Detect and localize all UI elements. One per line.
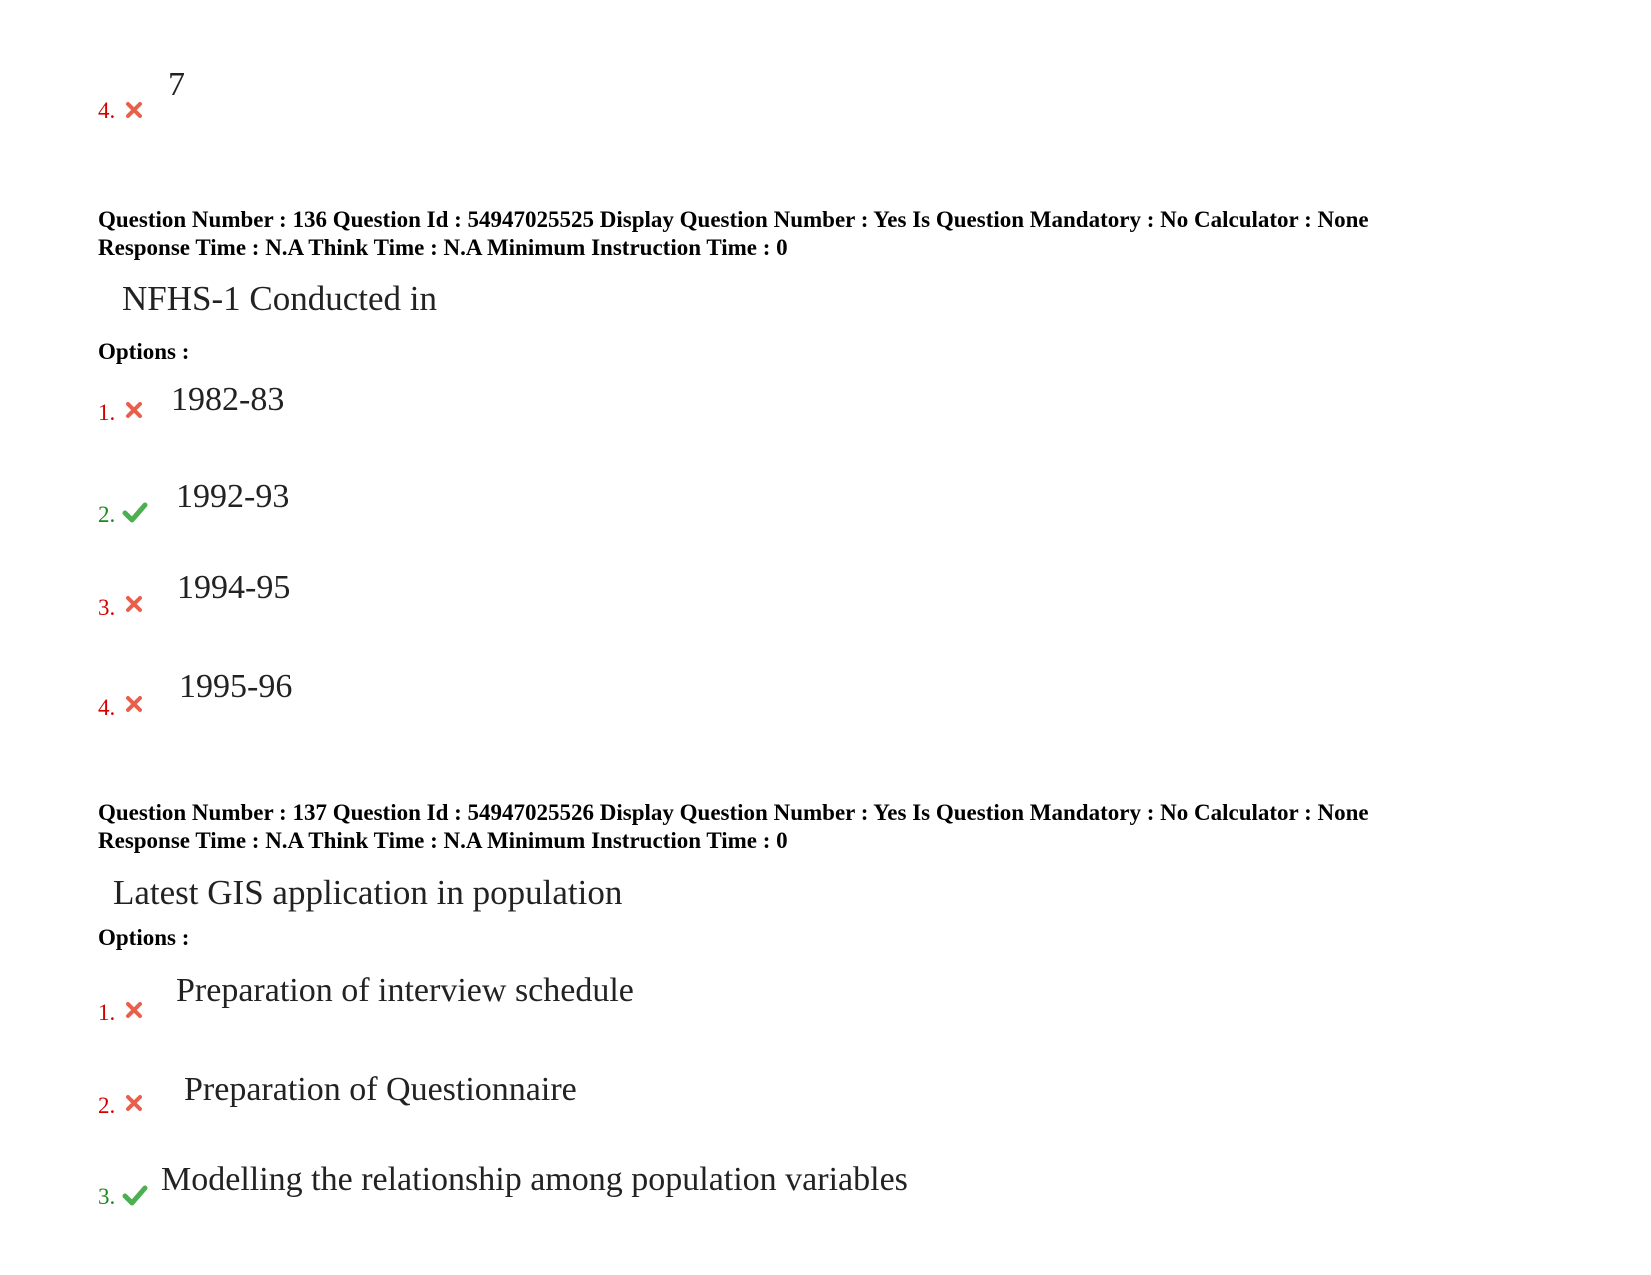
option-text: 7 [168, 66, 185, 103]
option-number: 1. [98, 400, 116, 425]
option-number: 1. [98, 1000, 116, 1025]
option-number: 2. [98, 1093, 116, 1118]
cross-icon [124, 100, 144, 120]
option-text: 1994-95 [177, 569, 291, 606]
option-number: 2. [98, 502, 116, 527]
option-text: Preparation of interview schedule [176, 972, 634, 1009]
question-meta-line2: Response Time : N.A Think Time : N.A Minimum Instruction Time : 0 [98, 828, 788, 853]
question-text: Latest GIS application in population [113, 873, 623, 912]
question-meta-line1: Question Number : 137 Question Id : 54947025526 Display Question Number : Yes Is Question Mandatory : No Calculator : None [98, 800, 1369, 825]
options-label: Options : [98, 339, 190, 364]
option-number: 3. [98, 1184, 116, 1209]
check-icon [122, 501, 148, 523]
cross-icon [124, 694, 144, 714]
option-number: 4. [98, 98, 116, 123]
question-meta [98, 206, 1369, 262]
option-number: 4. [98, 695, 116, 720]
cross-icon [124, 1000, 144, 1020]
question-meta-line2: Response Time : N.A Think Time : N.A Minimum Instruction Time : 0 [98, 235, 788, 260]
question-text: NFHS-1 Conducted in [122, 279, 437, 318]
option-text: 1992-93 [176, 478, 290, 515]
option-number: 3. [98, 595, 116, 620]
option-text: Preparation of Questionnaire [184, 1071, 577, 1108]
question-meta-line1: Question Number : 136 Question Id : 54947025525 Display Question Number : Yes Is Question Mandatory : No Calculator : None [98, 207, 1369, 232]
question-meta [98, 799, 1369, 855]
options-label: Options : [98, 925, 190, 950]
cross-icon [124, 594, 144, 614]
cross-icon [124, 1093, 144, 1113]
option-text: 1982-83 [171, 381, 285, 418]
option-text: Modelling the relationship among population variables [161, 1161, 908, 1198]
option-text: 1995-96 [179, 668, 293, 705]
cross-icon [124, 400, 144, 420]
check-icon [122, 1184, 148, 1206]
